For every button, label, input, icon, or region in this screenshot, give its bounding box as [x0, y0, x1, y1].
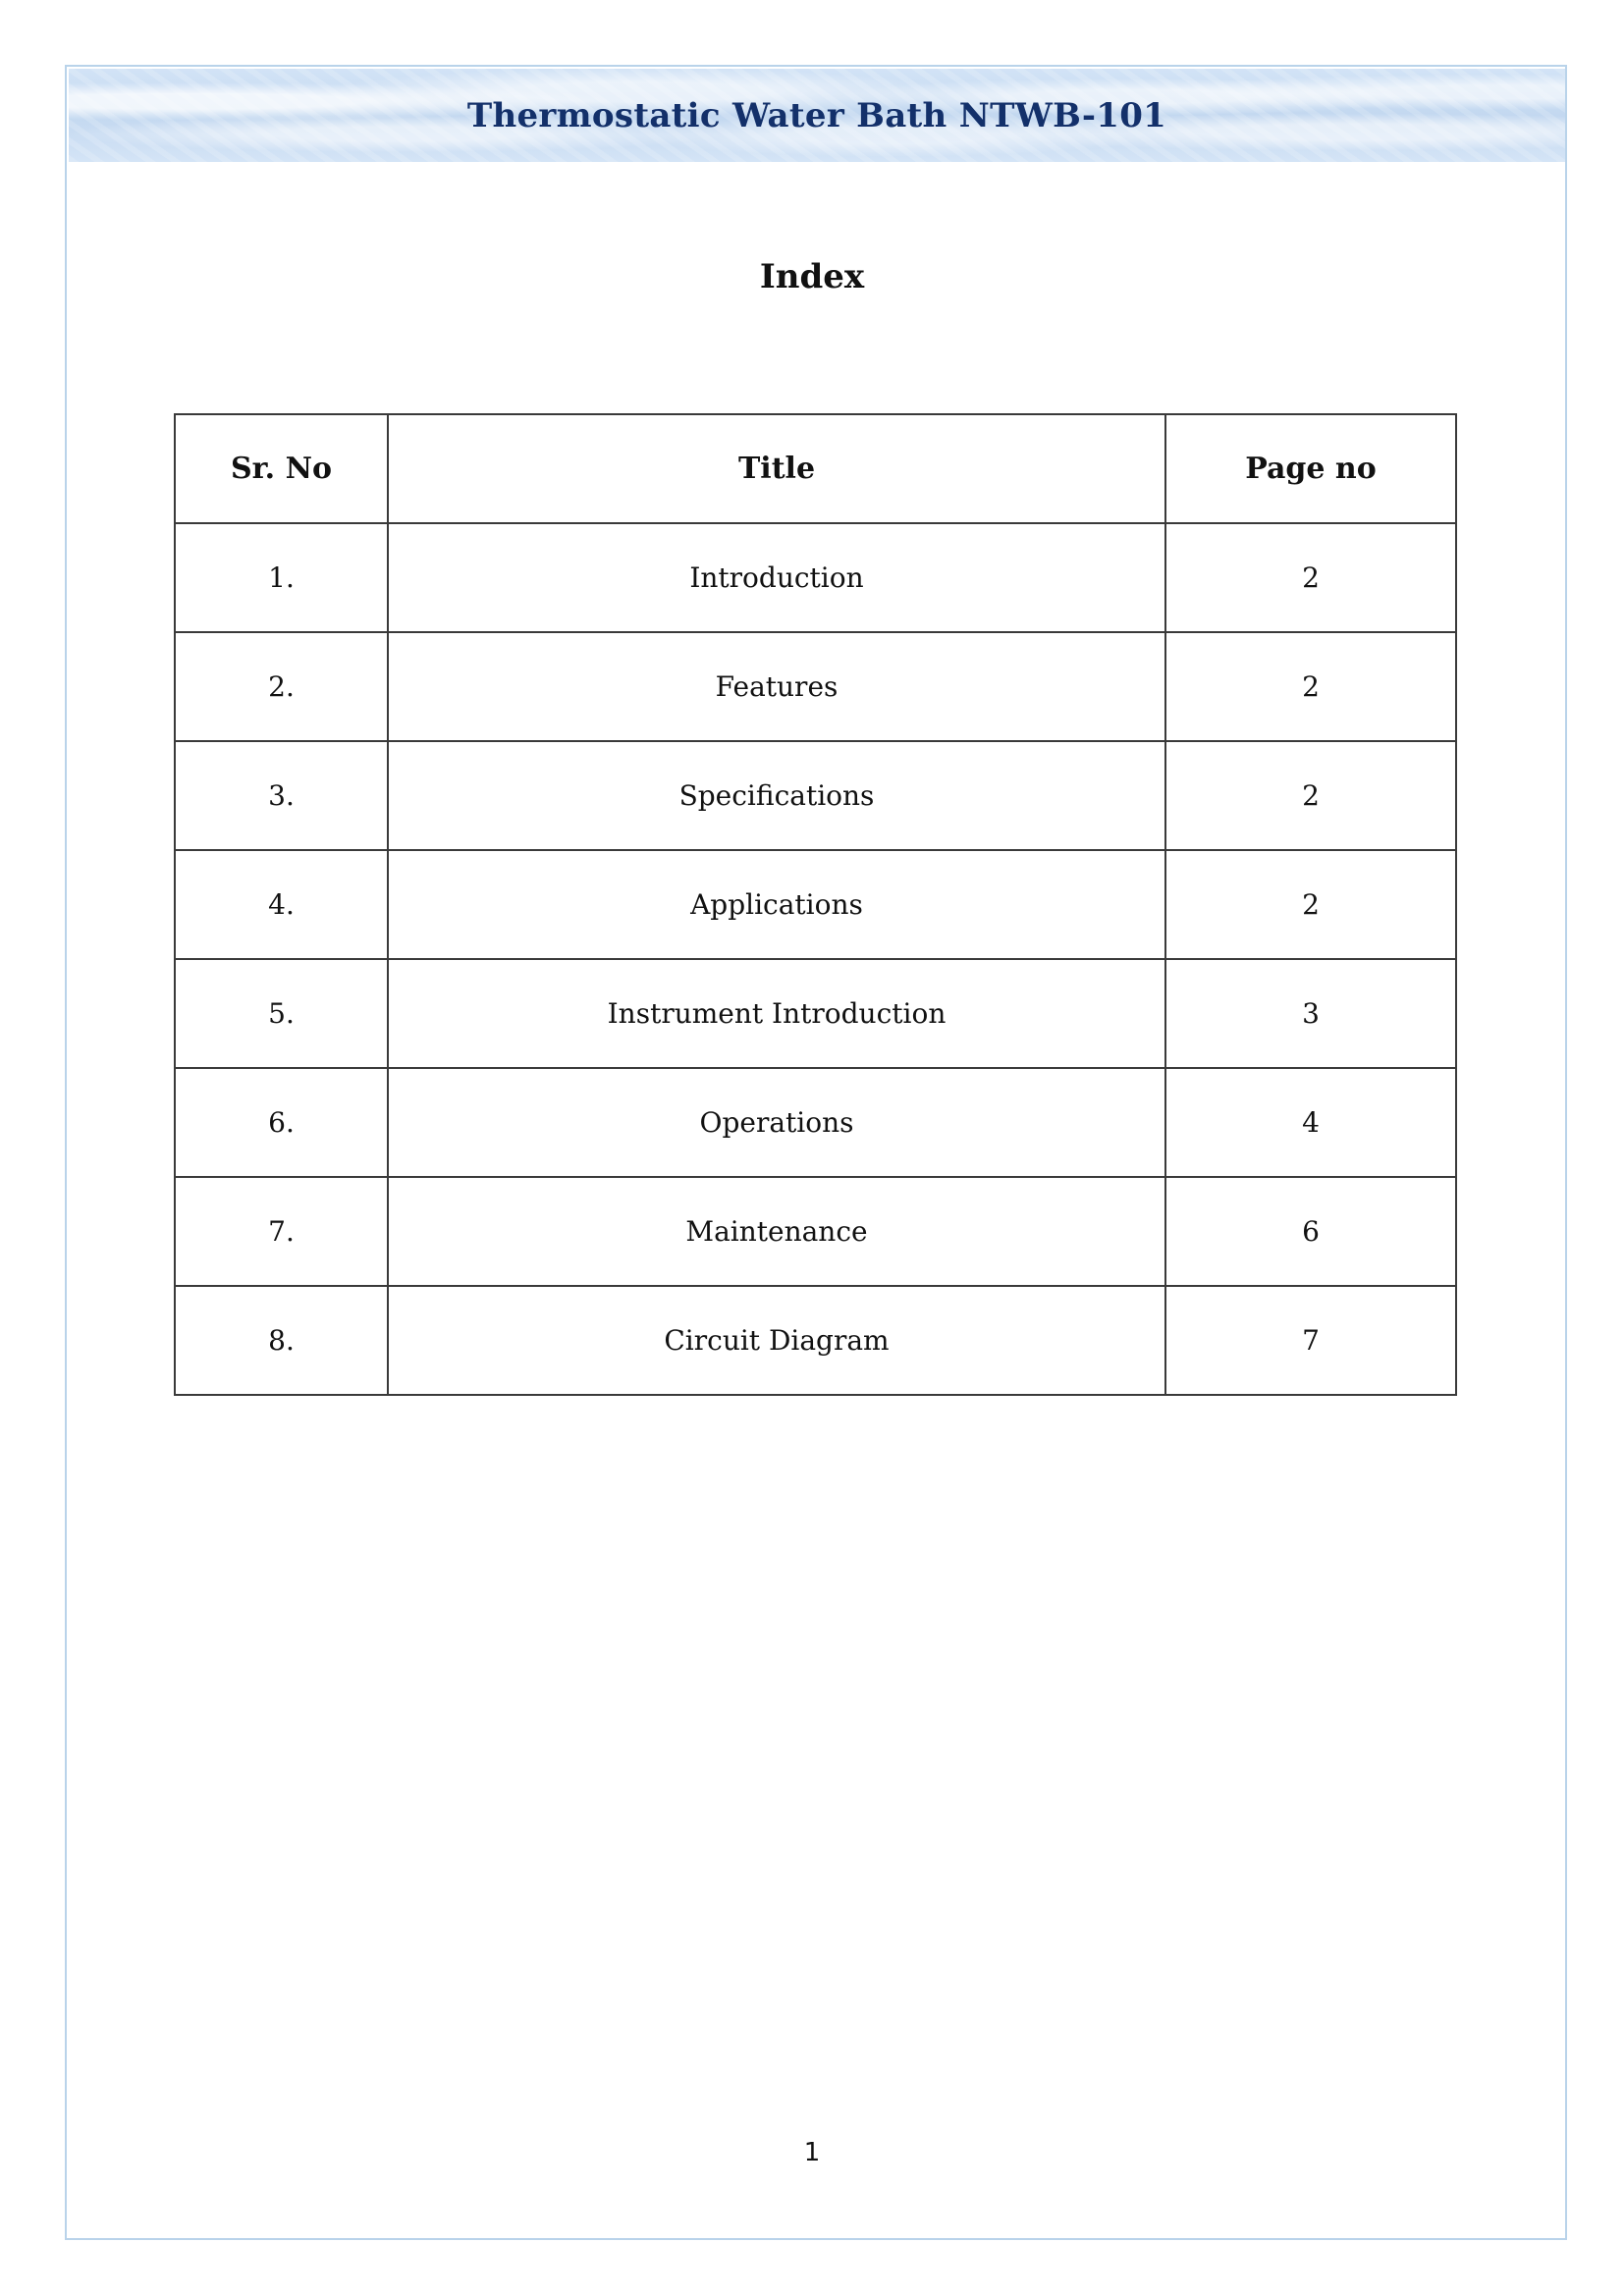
row-sr-no: 1. — [175, 523, 388, 632]
table-row — [175, 1068, 1456, 1177]
row-page-no: 2 — [1165, 632, 1456, 741]
table-row — [175, 523, 1456, 632]
row-page-no: 2 — [1165, 741, 1456, 850]
index-heading: Index — [759, 257, 865, 296]
row-title: Instrument Introduction — [388, 959, 1165, 1068]
table-row — [175, 850, 1456, 959]
row-title: Operations — [388, 1068, 1165, 1177]
row-page-no: 4 — [1165, 1068, 1456, 1177]
table-row — [175, 741, 1456, 850]
row-title: Introduction — [388, 523, 1165, 632]
row-sr-no: 4. — [175, 850, 388, 959]
table-row — [175, 1286, 1456, 1395]
row-title: Maintenance — [388, 1177, 1165, 1286]
table-row — [175, 632, 1456, 741]
row-page-no: 7 — [1165, 1286, 1456, 1395]
index-table — [174, 413, 1457, 1396]
column-header-title: Title — [388, 414, 1165, 523]
table-header-row — [175, 414, 1456, 523]
column-header-page-no: Page no — [1165, 414, 1456, 523]
row-title: Specifications — [388, 741, 1165, 850]
row-title: Circuit Diagram — [388, 1286, 1165, 1395]
page-number: 1 — [803, 2138, 821, 2167]
row-title: Applications — [388, 850, 1165, 959]
column-header-sr-no: Sr. No — [175, 414, 388, 523]
row-sr-no: 7. — [175, 1177, 388, 1286]
row-title: Features — [388, 632, 1165, 741]
row-sr-no: 2. — [175, 632, 388, 741]
row-sr-no: 6. — [175, 1068, 388, 1177]
row-sr-no: 8. — [175, 1286, 388, 1395]
row-page-no: 2 — [1165, 523, 1456, 632]
table-row — [175, 1177, 1456, 1286]
row-sr-no: 5. — [175, 959, 388, 1068]
row-page-no: 3 — [1165, 959, 1456, 1068]
row-page-no: 6 — [1165, 1177, 1456, 1286]
row-sr-no: 3. — [175, 741, 388, 850]
document-header — [69, 69, 1565, 162]
row-page-no: 2 — [1165, 850, 1456, 959]
document-title: Thermostatic Water Bath NTWB-101 — [466, 95, 1167, 135]
table-row — [175, 959, 1456, 1068]
